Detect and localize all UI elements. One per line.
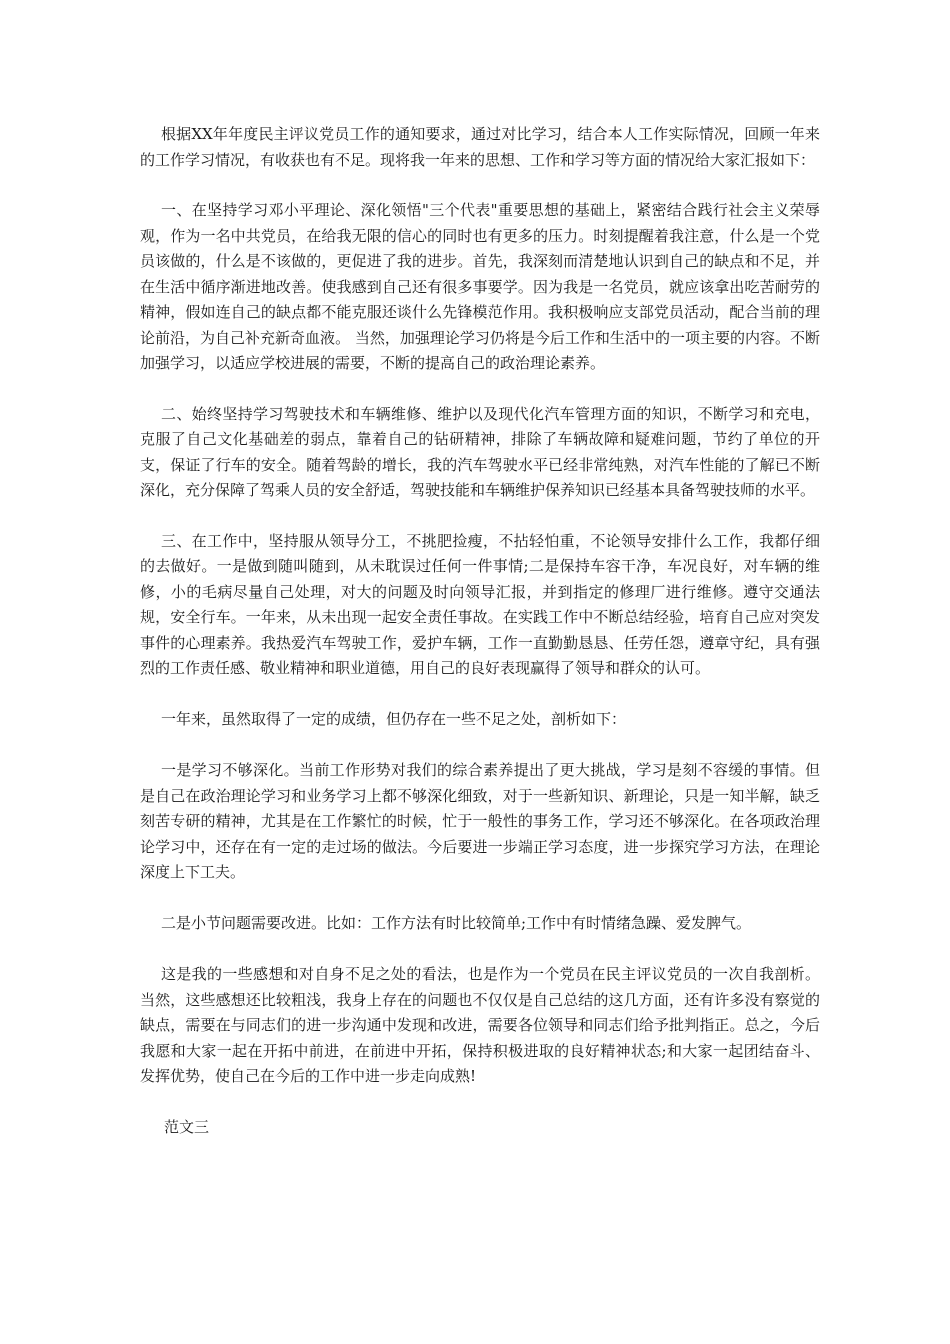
shortcomings-intro-paragraph: 一年来，虽然取得了一定的成绩，但仍存在一些不足之处，剖析如下： [161,709,627,728]
section-three-paragraph: 三、在工作中，坚持服从领导分工，不挑肥捡瘦，不拈轻怕重，不论领导安排什么工作，我都仔细的去做好。一是做到随叫随到，从未耽误过任何一件事情;二是保持车容干净，车况良好，对车辆的维修，小的毛病尽量自己处理，对大的问题及时向领导汇报，并到指定的修理厂进行维修。遵守交通法规，安全行车。一年来，从未出现一起安全责任事故。在实践工作中不断总结经验，培育自己应对突发事件的心理素养。我热爱汽车驾驶工作，爱护车辆，工作一直勤勤恳恳、任劳任怨，遵章守纪，具有强烈的工作责任感、敬业精神和职业道德，用自己的良好表现赢得了领导和群众的认可。 [140,531,820,677]
conclusion-paragraph: 这是我的一些感想和对自身不足之处的看法，也是作为一个党员在民主评议党员的一次自我剖析。当然，这些感想还比较粗浅，我身上存在的问题也不仅仅是自己总结的这几方面，还有许多没有察觉的缺点，需要在与同志们的进一步沟通中发现和改进，需要各位领导和同志们给予批判指正。总之，今后我愿和大家一起在开拓中前进，在前进中开拓，保持积极进取的良好精神状态;和大家一起团结奋斗、发挥优势，使自己在今后的工作中进一步走向成熟! [140,965,820,1085]
intro-paragraph: 根据XX年年度民主评议党员工作的通知要求，通过对比学习，结合本人工作实际情况，回顾一年来的工作学习情况，有收获也有不足。现将我一年来的思想、工作和学习等方面的情况给大家汇报如下： [140,125,820,169]
shortcoming-one-paragraph: 一是学习不够深化。当前工作形势对我们的综合素养提出了更大挑战，学习是刻不容缓的事情。但是自己在政治理论学习和业务学习上都不够深化细致，对于一些新知识、新理论，只是一知半解，缺乏刻苦专研的精神，尤其是在工作繁忙的时候，忙于一般性的事务工作，学习还不够深化。在各项政治理论学习中，还存在有一定的走过场的做法。今后要进一步端正学习态度，进一步探究学习方法，在理论深度上下工夫。 [140,761,820,881]
section-two-paragraph: 二、始终坚持学习驾驶技术和车辆维修、维护以及现代化汽车管理方面的知识，不断学习和充电，克服了自己文化基础差的弱点，靠着自己的钻研精神，排除了车辆故障和疑难问题，节约了单位的开支，保证了行车的安全。随着驾龄的增长，我的汽车驾驶水平已经非常纯熟，对汽车性能的了解已不断深化，充分保障了驾乘人员的安全舒适，驾驶技能和车辆维护保养知识已经基本具备驾驶技师的水平。 [140,404,820,499]
shortcoming-two-paragraph: 二是小节问题需要改进。比如：工作方法有时比较简单;工作中有时情绪急躁、爱发脾气。 [161,913,752,932]
document-body [140,122,820,1165]
next-sample-heading: 范文三 [164,1117,210,1136]
section-one-paragraph: 一、在坚持学习邓小平理论、深化领悟"三个代表"重要思想的基础上，紧密结合践行社会主义荣辱观，作为一名中共党员，在给我无限的信心的同时也有更多的压力。时刻提醒着我注意，什么是一个党员该做的，什么是不该做的，更促进了我的进步。首先，我深刻而清楚地认识到自己的缺点和不足，并在生活中循序渐进地改善。使我感到自己还有很多事要学。因为我是一名党员，就应该拿出吃苦耐劳的精神，假如连自己的缺点都不能克服还谈什么先锋模范作用。我积极响应支部党员活动，配合当前的理论前沿，为自己补充新奇血液。 当然，加强理论学习仍将是今后工作和生活中的一项主要的内容。不断加强学习，以适应学校进展的需要，不断的提高自己的政治理论素养。 [140,201,820,372]
